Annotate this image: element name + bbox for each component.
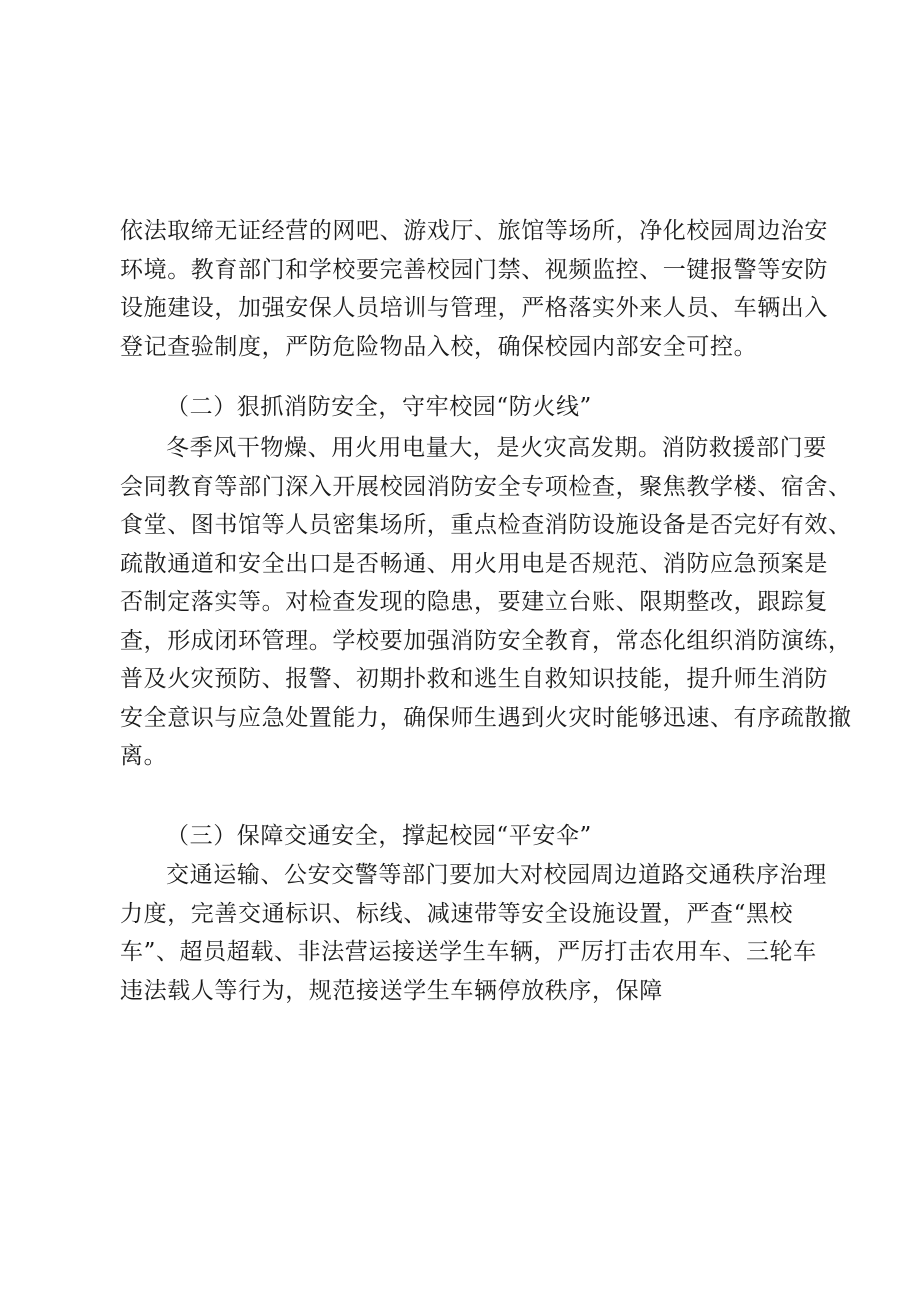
- paragraph-line: 会同教育等部门深入开展校园消防安全专项检查，聚焦教学楼、宿舍、: [120, 473, 852, 500]
- paragraph-fire-safety: [120, 429, 852, 776]
- paragraph-traffic-safety: [120, 856, 827, 1010]
- section-heading-traffic-safety: [120, 817, 866, 856]
- paragraph-line: 交通运输、公安交警等部门要加大对校园周边道路交通秩序治理: [166, 862, 827, 888]
- paragraph-line: 疏散通道和安全出口是否畅通、用火用电是否规范、消防应急预案是: [120, 550, 828, 577]
- heading-text: （二）狠抓消防安全，守牢校园“防火线”: [166, 394, 592, 420]
- paragraph-line: 设施建设，加强安保人员培训与管理，严格落实外来人员、车辆出入: [120, 295, 828, 321]
- paragraph-line: 车”、超员超载、非法营运接送学生车辆，严厉打击农用车、三轮车: [120, 939, 817, 965]
- paragraph-line: 环境。教育部门和学校要完善校园门禁、视频监控、一键报警等安防: [120, 256, 828, 283]
- paragraph-line: 食堂、图书馆等人员密集场所，重点检查消防设施设备是否完好有效、: [120, 512, 852, 538]
- paragraph-line: 违法载人等行为，规范接送学生车辆停放秩序，保障: [120, 977, 663, 1004]
- paragraph-line: 否制定落实等。对检查发现的隐患，要建立台账、限期整改，跟踪复: [120, 589, 828, 615]
- paragraph-campus-security: [120, 212, 828, 366]
- paragraph-line: 依法取缔无证经营的网吧、游戏厅、旅馆等场所，净化校园周边治安: [120, 218, 828, 244]
- paragraph-line: 登记查验制度，严防危险物品入校，确保校园内部安全可控。: [120, 333, 758, 360]
- paragraph-line: 查，形成闭环管理。学校要加强消防安全教育，常态化组织消防演练，: [120, 627, 852, 654]
- paragraph-line: 普及火灾预防、报警、初期扑救和逃生自救知识技能，提升师生消防: [120, 666, 828, 692]
- paragraph-line: 安全意识与应急处置能力，确保师生遇到火灾时能够迅速、有序疏散撤: [120, 704, 852, 731]
- section-heading-fire-safety: [120, 388, 866, 427]
- paragraph-line: 离。: [120, 743, 168, 769]
- paragraph-line: 冬季风干物燥、用火用电量大，是火灾高发期。消防救援部门要: [166, 435, 827, 461]
- heading-text: （三）保障交通安全，撑起校园“平安伞”: [166, 823, 592, 849]
- paragraph-line: 力度，完善交通标识、标线、减速带等安全设施设置，严查“黑校: [120, 900, 794, 927]
